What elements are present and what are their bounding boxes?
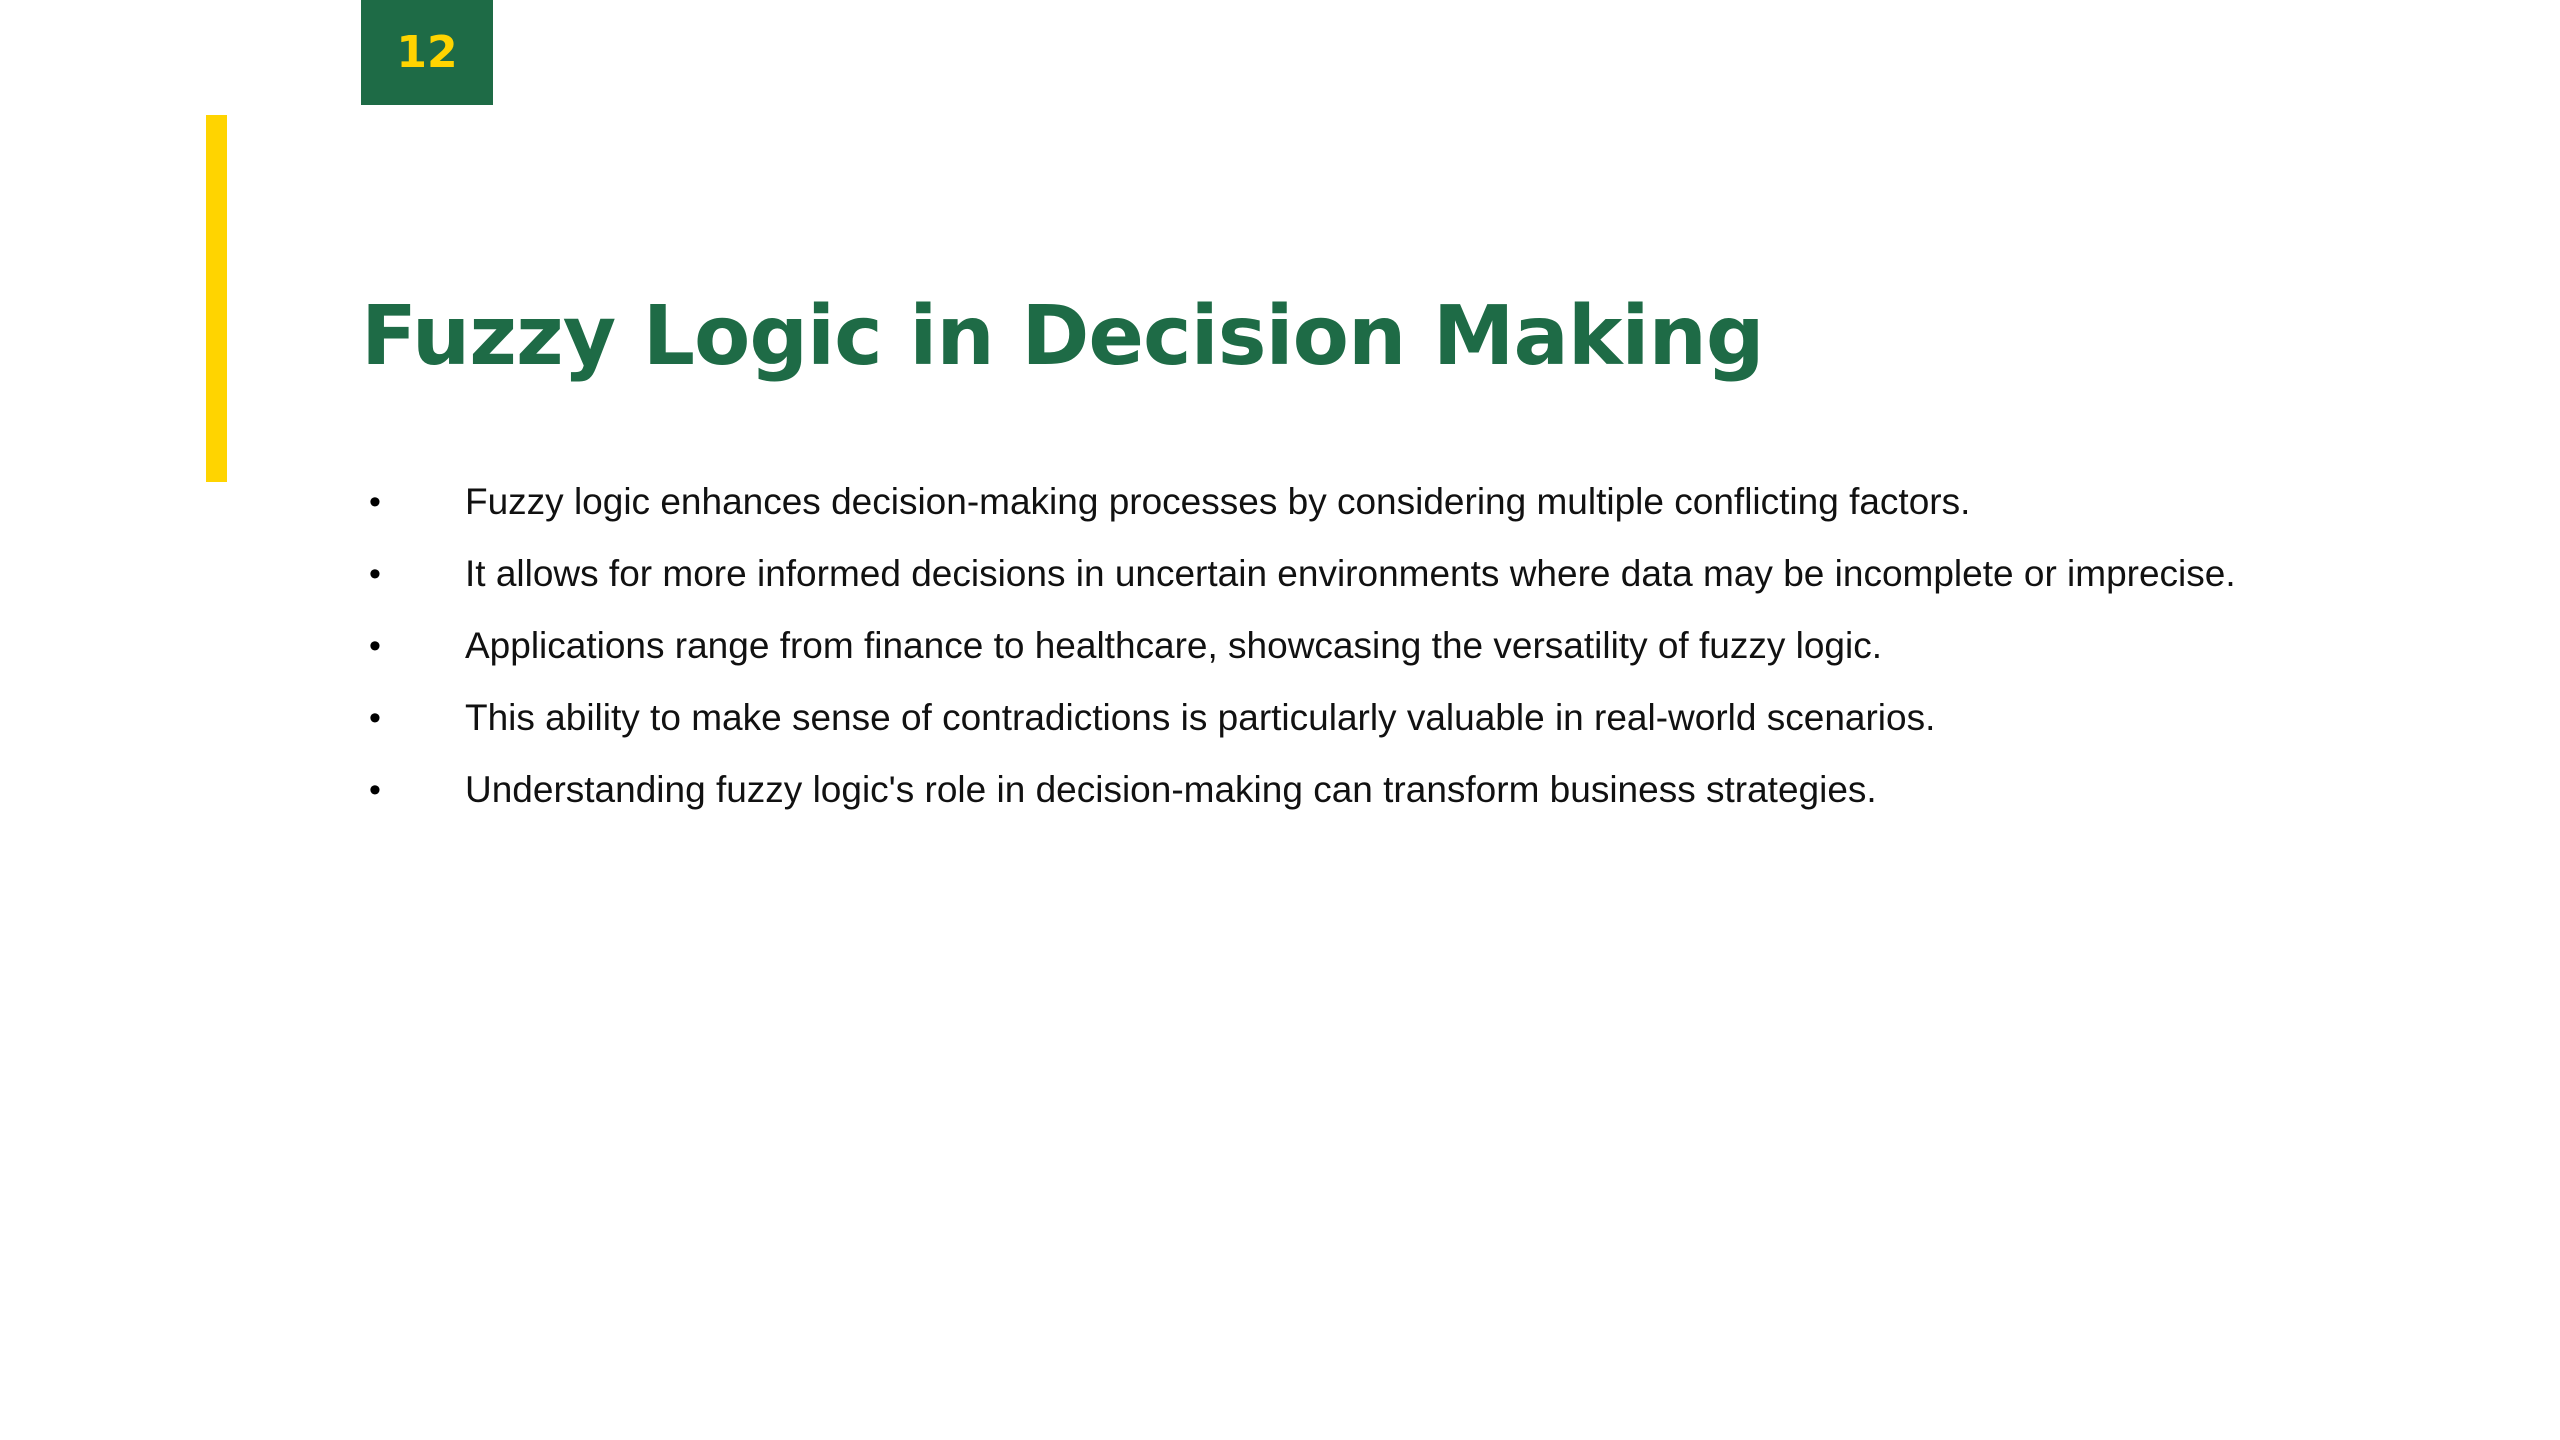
bullet-icon: • <box>369 555 381 593</box>
bullet-text: It allows for more informed decisions in uncertain environments where data may be incomplete or imprecise. <box>465 553 2236 594</box>
bullet-icon: • <box>369 483 381 521</box>
accent-bar <box>206 115 227 482</box>
bullet-item <box>361 538 2236 610</box>
bullet-icon: • <box>369 771 381 809</box>
bullet-text: Fuzzy logic enhances decision-making processes by considering multiple conflicting factors. <box>465 481 1971 522</box>
bullet-item <box>361 682 2236 754</box>
bullet-item <box>361 754 2236 826</box>
bullet-item <box>361 610 2236 682</box>
bullet-item <box>361 466 2236 538</box>
bullet-text: Understanding fuzzy logic's role in decision-making can transform business strategies. <box>465 769 1877 810</box>
bullet-icon: • <box>369 627 381 665</box>
bullet-icon: • <box>369 699 381 737</box>
bullet-text: This ability to make sense of contradictions is particularly valuable in real-world scenarios. <box>465 697 1936 738</box>
slide-number: 12 <box>396 26 458 78</box>
bullet-list <box>361 466 2236 826</box>
slide-title: Fuzzy Logic in Decision Making <box>361 289 1764 384</box>
slide-number-badge <box>361 0 493 105</box>
bullet-text: Applications range from finance to healthcare, showcasing the versatility of fuzzy logic. <box>465 625 1883 666</box>
